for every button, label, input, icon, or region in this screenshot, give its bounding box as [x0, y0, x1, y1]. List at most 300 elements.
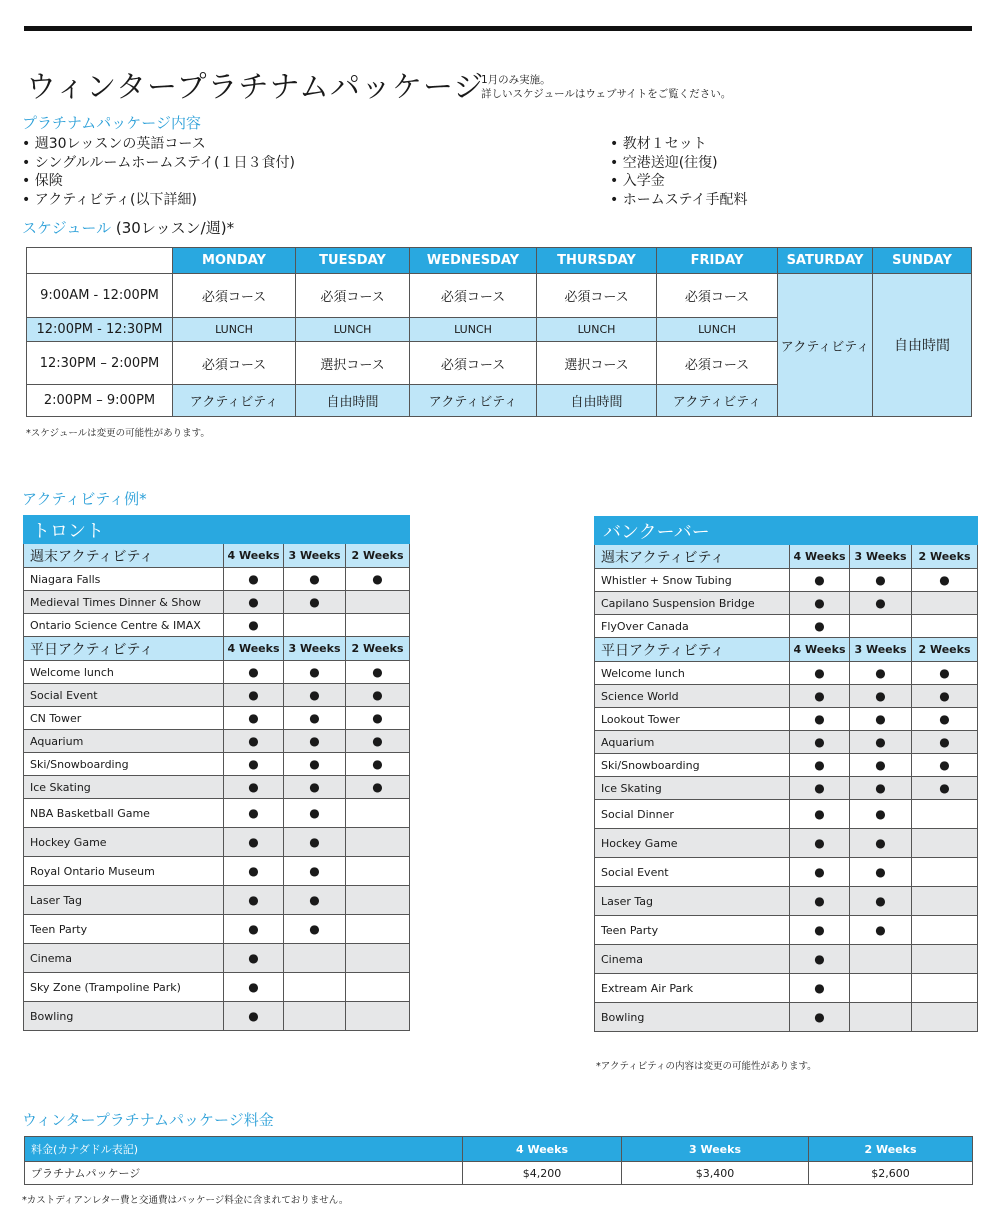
availability-cell	[850, 569, 912, 592]
activity-name: Whistler + Snow Tubing	[595, 569, 790, 592]
activity-name: Teen Party	[24, 915, 224, 944]
section-label: 週末アクティビティ	[595, 545, 790, 569]
activity-name: Medieval Times Dinner & Show	[24, 591, 224, 614]
bullet-dot: ●	[939, 781, 950, 795]
weekday-section-header	[595, 638, 978, 662]
activity-name: Extream Air Park	[595, 974, 790, 1003]
availability-cell	[912, 858, 978, 887]
bullet-dot: ●	[875, 666, 886, 680]
availability-cell	[850, 708, 912, 731]
table-row	[24, 591, 410, 614]
bullet-dot: ●	[309, 922, 320, 936]
availability-cell	[346, 684, 410, 707]
list-item: • ホームステイ手配料	[610, 191, 747, 210]
section-label: 週末アクティビティ	[24, 544, 224, 568]
pricing-header-row	[25, 1137, 973, 1162]
availability-cell	[284, 614, 346, 637]
activity-name: Laser Tag	[595, 887, 790, 916]
bullet-dot: ●	[309, 572, 320, 586]
activities-note: *アクティビティの内容は変更の可能性があります。	[596, 1061, 817, 1072]
bullet-dot: ●	[372, 711, 383, 725]
weeks-col-header: 2 Weeks	[346, 544, 410, 568]
activity-name: Lookout Tower	[595, 708, 790, 731]
schedule-cell: 必須コース	[173, 274, 296, 318]
pricing-table	[24, 1136, 973, 1185]
schedule-cell: アクティビティ	[657, 385, 778, 417]
bullet-dot: ●	[248, 780, 259, 794]
schedule-cell: LUNCH	[657, 318, 778, 342]
schedule-cell: 選択コース	[296, 342, 410, 385]
availability-cell	[850, 731, 912, 754]
table-row	[595, 974, 978, 1003]
availability-cell	[850, 662, 912, 685]
table-row	[24, 799, 410, 828]
sunday-cell: 自由時間	[873, 274, 972, 417]
table-row	[595, 916, 978, 945]
bullet-dot: ●	[814, 894, 825, 908]
bullet-dot: ●	[309, 806, 320, 820]
activity-name: Ski/Snowboarding	[595, 754, 790, 777]
bullet-dot: ●	[814, 1010, 825, 1024]
day-header: THURSDAY	[537, 248, 657, 274]
table-row	[27, 274, 972, 318]
table-row	[595, 887, 978, 916]
toronto-activity-table	[23, 515, 410, 1031]
table-row	[595, 731, 978, 754]
activity-name: Niagara Falls	[24, 568, 224, 591]
bullet-dot: ●	[248, 618, 259, 632]
weeks-col-header: 2 Weeks	[912, 638, 978, 662]
availability-cell	[284, 776, 346, 799]
table-row	[24, 614, 410, 637]
bullet-dot: ●	[248, 980, 259, 994]
availability-cell	[850, 754, 912, 777]
bullet-dot: ●	[248, 711, 259, 725]
time-cell: 12:30PM – 2:00PM	[27, 342, 173, 385]
availability-cell	[346, 661, 410, 684]
availability-cell	[850, 858, 912, 887]
weekend-section-header	[24, 544, 410, 568]
availability-cell	[346, 753, 410, 776]
availability-cell	[790, 916, 850, 945]
vancouver-activity-table	[594, 516, 978, 1032]
availability-cell	[912, 754, 978, 777]
list-item: • アクティビティ(以下詳細)	[22, 191, 295, 210]
schedule-cell: 必須コース	[537, 274, 657, 318]
bullet-dot: ●	[814, 619, 825, 633]
bullet-dot: ●	[248, 951, 259, 965]
schedule-corner-cell	[27, 248, 173, 274]
section-label: 平日アクティビティ	[595, 638, 790, 662]
bullet-dot: ●	[248, 595, 259, 609]
table-row	[24, 886, 410, 915]
time-cell: 9:00AM - 12:00PM	[27, 274, 173, 318]
weeks-col-header: 4 Weeks	[790, 638, 850, 662]
availability-cell	[346, 915, 410, 944]
bullet-dot: ●	[875, 596, 886, 610]
availability-cell	[790, 731, 850, 754]
table-row	[595, 592, 978, 615]
weekend-section-header	[595, 545, 978, 569]
schedule-cell: LUNCH	[173, 318, 296, 342]
schedule-cell: 必須コース	[657, 274, 778, 318]
availability-cell	[284, 568, 346, 591]
schedule-heading-sub: (30レッスン/週)*	[115, 219, 235, 237]
availability-cell	[284, 944, 346, 973]
bullet-dot: ●	[875, 573, 886, 587]
schedule-heading-main: スケジュール	[22, 219, 112, 237]
availability-cell	[912, 800, 978, 829]
activities-heading: アクティビティ例*	[22, 490, 147, 508]
availability-cell	[790, 945, 850, 974]
weeks-col-header: 4 Weeks	[224, 544, 284, 568]
table-row	[24, 776, 410, 799]
bullet-dot: ●	[939, 666, 950, 680]
activity-name: Social Event	[595, 858, 790, 887]
list-item: • 教材１セット	[610, 135, 747, 154]
availability-cell	[850, 945, 912, 974]
availability-cell	[912, 829, 978, 858]
availability-cell	[224, 828, 284, 857]
availability-cell	[346, 799, 410, 828]
bullet-dot: ●	[875, 923, 886, 937]
bullet-dot: ●	[939, 712, 950, 726]
weeks-col-header: 2 Weeks	[346, 637, 410, 661]
bullet-dot: ●	[248, 1009, 259, 1023]
section-label: 平日アクティビティ	[24, 637, 224, 661]
availability-cell	[790, 974, 850, 1003]
table-row	[595, 708, 978, 731]
activity-name: Sky Zone (Trampoline Park)	[24, 973, 224, 1002]
title-note-line-1: 1月のみ実施。	[481, 74, 551, 86]
availability-cell	[850, 829, 912, 858]
schedule-cell: LUNCH	[537, 318, 657, 342]
bullet-dot: ●	[372, 572, 383, 586]
bullet-dot: ●	[814, 952, 825, 966]
table-row	[595, 1003, 978, 1032]
activity-name: NBA Basketball Game	[24, 799, 224, 828]
bullet-dot: ●	[372, 665, 383, 679]
availability-cell	[912, 569, 978, 592]
bullet-dot: ●	[875, 865, 886, 879]
city-header-row	[24, 516, 410, 544]
availability-cell	[790, 858, 850, 887]
activity-name: Bowling	[595, 1003, 790, 1032]
bullet-dot: ●	[248, 734, 259, 748]
bullet-dot: ●	[875, 758, 886, 772]
bullet-dot: ●	[939, 573, 950, 587]
activity-name: Ontario Science Centre & IMAX	[24, 614, 224, 637]
availability-cell	[346, 591, 410, 614]
table-row	[595, 777, 978, 800]
availability-cell	[346, 730, 410, 753]
page-title: ウィンタープラチナムパッケージ	[26, 70, 485, 105]
table-row	[595, 662, 978, 685]
day-header: TUESDAY	[296, 248, 410, 274]
weeks-col-header: 2 Weeks	[912, 545, 978, 569]
bullet-dot: ●	[939, 758, 950, 772]
top-rule	[24, 26, 972, 31]
availability-cell	[790, 829, 850, 858]
day-header: FRIDAY	[657, 248, 778, 274]
bullet-dot: ●	[248, 757, 259, 771]
bullet-dot: ●	[814, 666, 825, 680]
title-note-line-2: 詳しいスケジュールはウェブサイトをご覧ください。	[481, 88, 732, 100]
table-row	[24, 684, 410, 707]
activity-name: Royal Ontario Museum	[24, 857, 224, 886]
availability-cell	[224, 1002, 284, 1031]
availability-cell	[790, 592, 850, 615]
list-item: • 空港送迎(往復)	[610, 154, 747, 173]
availability-cell	[284, 828, 346, 857]
table-row	[595, 800, 978, 829]
bullet-dot: ●	[875, 735, 886, 749]
availability-cell	[346, 828, 410, 857]
city-header-row	[595, 517, 978, 545]
bullet-dot: ●	[248, 572, 259, 586]
table-row	[24, 661, 410, 684]
activity-name: Welcome lunch	[595, 662, 790, 685]
weeks-col-header: 3 Weeks	[284, 544, 346, 568]
pricing-col-header: 3 Weeks	[622, 1137, 809, 1162]
list-item: • 保険	[22, 172, 295, 191]
bullet-dot: ●	[875, 781, 886, 795]
availability-cell	[224, 799, 284, 828]
availability-cell	[850, 777, 912, 800]
pricing-header-label: 料金(カナダドル表記)	[25, 1137, 463, 1162]
activity-name: Hockey Game	[595, 829, 790, 858]
table-row	[24, 915, 410, 944]
table-row	[24, 857, 410, 886]
schedule-heading	[22, 217, 234, 238]
table-row	[24, 568, 410, 591]
availability-cell	[850, 615, 912, 638]
bullet-dot: ●	[372, 688, 383, 702]
table-row	[595, 569, 978, 592]
availability-cell	[912, 731, 978, 754]
pricing-col-header: 4 Weeks	[463, 1137, 622, 1162]
availability-cell	[912, 615, 978, 638]
activity-name: Science World	[595, 685, 790, 708]
availability-cell	[224, 661, 284, 684]
bullet-dot: ●	[814, 781, 825, 795]
availability-cell	[346, 707, 410, 730]
bullet-dot: ●	[875, 689, 886, 703]
schedule-cell: LUNCH	[410, 318, 537, 342]
activity-name: Ice Skating	[595, 777, 790, 800]
availability-cell	[912, 1003, 978, 1032]
bullet-dot: ●	[309, 757, 320, 771]
availability-cell	[284, 684, 346, 707]
bullet-dot: ●	[814, 735, 825, 749]
price-cell: $4,200	[463, 1162, 622, 1185]
pricing-row-label: プラチナムパッケージ	[25, 1162, 463, 1185]
availability-cell	[850, 685, 912, 708]
bullet-dot: ●	[248, 864, 259, 878]
city-name: トロント	[24, 516, 410, 544]
availability-cell	[850, 1003, 912, 1032]
bullet-dot: ●	[248, 835, 259, 849]
table-row	[24, 973, 410, 1002]
schedule-cell: 必須コース	[296, 274, 410, 318]
table-row	[595, 829, 978, 858]
table-row	[595, 615, 978, 638]
pricing-note: *カストディアンレター費と交通費はパッケージ料金に含まれておりません。	[22, 1195, 349, 1206]
bullet-dot: ●	[248, 893, 259, 907]
schedule-cell: 必須コース	[410, 274, 537, 318]
bullet-dot: ●	[372, 757, 383, 771]
availability-cell	[224, 944, 284, 973]
table-row	[24, 730, 410, 753]
bullet-dot: ●	[814, 981, 825, 995]
schedule-table	[26, 247, 972, 417]
availability-cell	[224, 614, 284, 637]
table-row	[24, 828, 410, 857]
time-cell: 12:00PM - 12:30PM	[27, 318, 173, 342]
activity-name: Welcome lunch	[24, 661, 224, 684]
schedule-cell: アクティビティ	[410, 385, 537, 417]
availability-cell	[912, 945, 978, 974]
weeks-col-header: 3 Weeks	[284, 637, 346, 661]
weekday-section-header	[24, 637, 410, 661]
availability-cell	[346, 973, 410, 1002]
availability-cell	[224, 776, 284, 799]
bullet-dot: ●	[309, 835, 320, 849]
table-row	[24, 944, 410, 973]
activity-name: Aquarium	[24, 730, 224, 753]
bullet-dot: ●	[814, 758, 825, 772]
availability-cell	[790, 615, 850, 638]
list-item: • シングルルームホームステイ(１日３食付)	[22, 154, 295, 173]
availability-cell	[790, 662, 850, 685]
pricing-heading: ウィンタープラチナムパッケージ料金	[22, 1111, 274, 1129]
activity-name: FlyOver Canada	[595, 615, 790, 638]
availability-cell	[790, 800, 850, 829]
availability-cell	[224, 973, 284, 1002]
availability-cell	[912, 592, 978, 615]
weeks-col-header: 3 Weeks	[850, 545, 912, 569]
availability-cell	[284, 707, 346, 730]
table-row	[595, 754, 978, 777]
schedule-cell: アクティビティ	[173, 385, 296, 417]
weeks-col-header: 4 Weeks	[224, 637, 284, 661]
bullet-dot: ●	[248, 665, 259, 679]
table-row	[595, 685, 978, 708]
activity-name: Cinema	[24, 944, 224, 973]
bullet-dot: ●	[814, 712, 825, 726]
availability-cell	[346, 1002, 410, 1031]
table-row	[24, 753, 410, 776]
availability-cell	[224, 857, 284, 886]
availability-cell	[284, 591, 346, 614]
day-header: SATURDAY	[778, 248, 873, 274]
contents-heading: プラチナムパッケージ内容	[22, 114, 201, 132]
schedule-cell: 選択コース	[537, 342, 657, 385]
availability-cell	[850, 592, 912, 615]
activity-name: Social Event	[24, 684, 224, 707]
availability-cell	[224, 568, 284, 591]
schedule-cell: 必須コース	[657, 342, 778, 385]
availability-cell	[284, 730, 346, 753]
availability-cell	[850, 887, 912, 916]
bullet-dot: ●	[875, 712, 886, 726]
availability-cell	[912, 916, 978, 945]
bullet-dot: ●	[814, 596, 825, 610]
availability-cell	[284, 886, 346, 915]
activity-name: Teen Party	[595, 916, 790, 945]
activity-name: Hockey Game	[24, 828, 224, 857]
bullet-dot: ●	[814, 865, 825, 879]
availability-cell	[284, 799, 346, 828]
bullet-dot: ●	[248, 922, 259, 936]
activity-name: Ski/Snowboarding	[24, 753, 224, 776]
activity-name: Bowling	[24, 1002, 224, 1031]
availability-cell	[790, 887, 850, 916]
bullet-dot: ●	[309, 595, 320, 609]
price-cell: $2,600	[809, 1162, 973, 1185]
table-row	[595, 858, 978, 887]
availability-cell	[284, 915, 346, 944]
title-note	[481, 73, 731, 101]
availability-cell	[912, 974, 978, 1003]
pricing-col-header: 2 Weeks	[809, 1137, 973, 1162]
bullet-dot: ●	[309, 734, 320, 748]
availability-cell	[224, 915, 284, 944]
bullet-dot: ●	[372, 780, 383, 794]
time-cell: 2:00PM – 9:00PM	[27, 385, 173, 417]
saturday-cell: アクティビティ	[778, 274, 873, 417]
schedule-note: *スケジュールは変更の可能性があります。	[26, 428, 210, 439]
bullet-dot: ●	[248, 688, 259, 702]
availability-cell	[912, 708, 978, 731]
contents-list-right	[610, 135, 747, 209]
availability-cell	[912, 887, 978, 916]
availability-cell	[912, 777, 978, 800]
day-header: WEDNESDAY	[410, 248, 537, 274]
city-name: バンクーバー	[595, 517, 978, 545]
table-row	[24, 1002, 410, 1031]
activity-name: Ice Skating	[24, 776, 224, 799]
availability-cell	[284, 753, 346, 776]
availability-cell	[346, 857, 410, 886]
bullet-dot: ●	[875, 894, 886, 908]
availability-cell	[224, 886, 284, 915]
bullet-dot: ●	[309, 893, 320, 907]
availability-cell	[346, 776, 410, 799]
activity-name: Social Dinner	[595, 800, 790, 829]
schedule-cell: 必須コース	[410, 342, 537, 385]
day-header: MONDAY	[173, 248, 296, 274]
availability-cell	[790, 754, 850, 777]
bullet-dot: ●	[309, 665, 320, 679]
availability-cell	[346, 568, 410, 591]
availability-cell	[284, 857, 346, 886]
bullet-dot: ●	[814, 689, 825, 703]
bullet-dot: ●	[875, 807, 886, 821]
bullet-dot: ●	[939, 689, 950, 703]
bullet-dot: ●	[875, 836, 886, 850]
activity-name: Cinema	[595, 945, 790, 974]
bullet-dot: ●	[309, 780, 320, 794]
bullet-dot: ●	[309, 711, 320, 725]
table-row	[24, 707, 410, 730]
bullet-dot: ●	[814, 923, 825, 937]
activity-name: Capilano Suspension Bridge	[595, 592, 790, 615]
availability-cell	[346, 944, 410, 973]
availability-cell	[790, 708, 850, 731]
weeks-col-header: 3 Weeks	[850, 638, 912, 662]
bullet-dot: ●	[248, 806, 259, 820]
